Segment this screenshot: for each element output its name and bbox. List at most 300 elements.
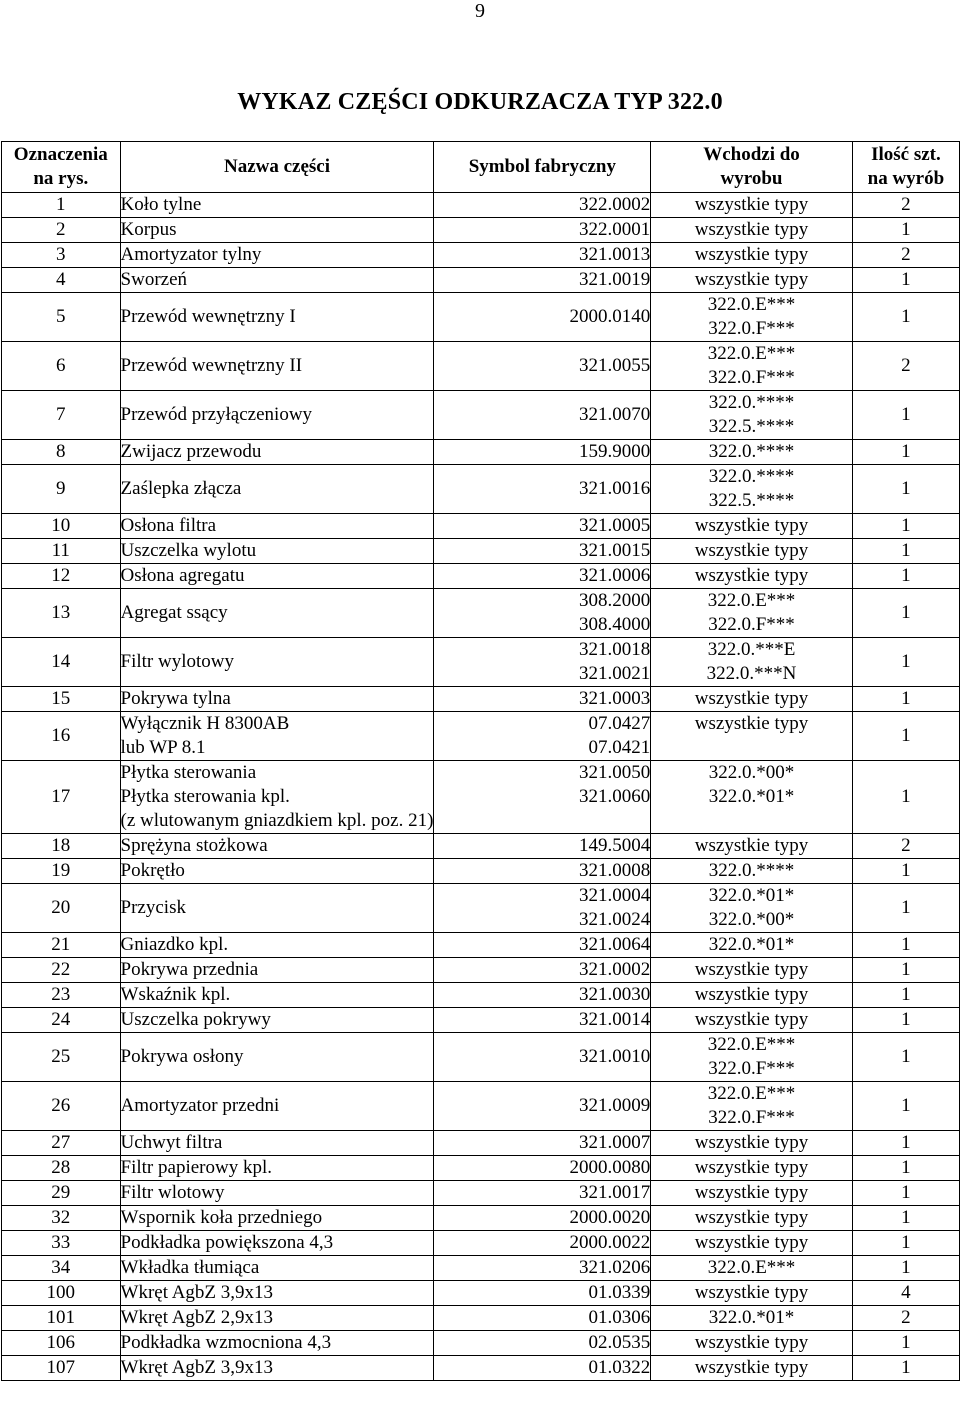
- cell-product-types-line: wszystkie typy: [694, 1357, 809, 1378]
- cell-part-name-line: Filtr wlotowy: [120, 1182, 225, 1203]
- cell-factory-symbol: [434, 761, 651, 834]
- cell-factory-symbol-line: 321.0055: [578, 355, 651, 376]
- cell-part-name: [120, 218, 434, 243]
- cell-part-name-line: Korpus: [120, 219, 177, 240]
- cell-factory-symbol: [434, 712, 651, 761]
- cell-factory-symbol: [434, 638, 651, 687]
- cell-product-types-line: wszystkie typy: [694, 1282, 809, 1303]
- cell-part-name: [120, 268, 434, 293]
- cell-product-types: [651, 465, 853, 514]
- cell-factory-symbol-line: 308.4000: [578, 614, 651, 635]
- cell-part-name: [120, 687, 434, 712]
- cell-product-types-line: wszystkie typy: [694, 1157, 809, 1178]
- cell-factory-symbol-line: 07.0427: [588, 713, 651, 734]
- table-row: [2, 859, 960, 884]
- cell-drawing-ref: 106: [2, 1331, 121, 1356]
- cell-product-types: [651, 933, 853, 958]
- cell-part-name-line: Pokrywa przednia: [120, 959, 259, 980]
- cell-product-types-line: wszystkie typy: [694, 515, 809, 536]
- cell-quantity: 2: [852, 193, 959, 218]
- cell-factory-symbol-line: 321.0070: [578, 404, 651, 425]
- cell-product-types-line: wszystkie typy: [694, 194, 809, 215]
- cell-factory-symbol: [434, 440, 651, 465]
- cell-factory-symbol-line: 322.0001: [578, 219, 651, 240]
- cell-product-types-line: 322.0.F***: [708, 367, 795, 388]
- header-line: Ilość szt.: [871, 144, 941, 165]
- cell-factory-symbol-line: [434, 809, 650, 833]
- cell-drawing-ref: 19: [2, 859, 121, 884]
- cell-product-types-line: 322.0.F***: [708, 1107, 795, 1128]
- cell-drawing-ref: 101: [2, 1306, 121, 1331]
- cell-part-name-line: Koło tylne: [120, 194, 202, 215]
- cell-factory-symbol-line: 321.0002: [578, 959, 651, 980]
- cell-part-name: [120, 1206, 434, 1231]
- cell-factory-symbol: [434, 1181, 651, 1206]
- cell-part-name: [120, 983, 434, 1008]
- cell-drawing-ref: 12: [2, 564, 121, 589]
- cell-factory-symbol-line: 321.0004: [578, 885, 651, 906]
- cell-drawing-ref: 15: [2, 687, 121, 712]
- cell-factory-symbol-line: 159.9000: [578, 441, 651, 462]
- cell-factory-symbol-line: 321.0024: [578, 909, 651, 930]
- cell-quantity: 1: [852, 589, 959, 638]
- cell-product-types-line: wszystkie typy: [694, 1332, 809, 1353]
- cell-product-types: [651, 1356, 853, 1381]
- cell-part-name: [120, 834, 434, 859]
- cell-factory-symbol-line: 321.0064: [578, 934, 651, 955]
- cell-product-types-line: 322.0.***E: [707, 639, 796, 660]
- cell-product-types: [651, 243, 853, 268]
- cell-drawing-ref: 20: [2, 884, 121, 933]
- cell-quantity: 1: [852, 1082, 959, 1131]
- cell-part-name-line: Przewód przyłączeniowy: [120, 404, 313, 425]
- cell-part-name-line: Sworzeń: [120, 269, 188, 290]
- cell-quantity: 2: [852, 342, 959, 391]
- table-row: [2, 1331, 960, 1356]
- cell-quantity: 2: [852, 1306, 959, 1331]
- cell-factory-symbol: [434, 1281, 651, 1306]
- cell-factory-symbol-line: 321.0206: [578, 1257, 651, 1278]
- cell-quantity: 1: [852, 687, 959, 712]
- cell-factory-symbol: [434, 1131, 651, 1156]
- cell-quantity: 1: [852, 391, 959, 440]
- cell-factory-symbol: [434, 1306, 651, 1331]
- table-row: [2, 268, 960, 293]
- cell-factory-symbol-line: 2000.0140: [569, 306, 651, 327]
- parts-table-body: [2, 193, 960, 1381]
- table-row: [2, 1131, 960, 1156]
- table-header-row: [2, 142, 960, 193]
- cell-part-name: [120, 1131, 434, 1156]
- cell-product-types: [651, 1331, 853, 1356]
- cell-factory-symbol: [434, 342, 651, 391]
- cell-part-name-line: Wskaźnik kpl.: [120, 984, 231, 1005]
- cell-factory-symbol-line: 321.0019: [578, 269, 651, 290]
- cell-drawing-ref: 27: [2, 1131, 121, 1156]
- cell-factory-symbol-line: 02.0535: [588, 1332, 651, 1353]
- cell-product-types: [651, 1256, 853, 1281]
- table-row: [2, 834, 960, 859]
- header-quantity: [852, 142, 959, 193]
- cell-drawing-ref: 9: [2, 465, 121, 514]
- cell-product-types-line: 322.0.E***: [707, 590, 796, 611]
- cell-product-types-line: [651, 736, 852, 760]
- cell-factory-symbol: [434, 1008, 651, 1033]
- cell-product-types-line: 322.5.****: [708, 490, 795, 511]
- cell-part-name: [120, 1356, 434, 1381]
- cell-part-name: [120, 465, 434, 514]
- cell-product-types: [651, 983, 853, 1008]
- cell-product-types: [651, 589, 853, 638]
- cell-factory-symbol-line: 321.0017: [578, 1182, 651, 1203]
- cell-factory-symbol: [434, 884, 651, 933]
- cell-quantity: 1: [852, 1206, 959, 1231]
- cell-quantity: 2: [852, 834, 959, 859]
- cell-product-types-line: 322.0.E***: [707, 1257, 796, 1278]
- table-row: [2, 1008, 960, 1033]
- cell-quantity: 1: [852, 1181, 959, 1206]
- header-line: na wyrób: [867, 168, 945, 189]
- cell-product-types: [651, 1008, 853, 1033]
- cell-factory-symbol: [434, 589, 651, 638]
- cell-quantity: 1: [852, 712, 959, 761]
- cell-product-types: [651, 268, 853, 293]
- table-row: [2, 1082, 960, 1131]
- cell-quantity: 1: [852, 859, 959, 884]
- cell-quantity: 1: [852, 514, 959, 539]
- header-drawing-ref: [2, 142, 121, 193]
- cell-part-name-line: Gniazdko kpl.: [120, 934, 229, 955]
- cell-part-name-line: Osłona filtra: [120, 515, 217, 536]
- cell-part-name-line: (z wlutowanym gniazdkiem kpl. poz. 21): [120, 810, 434, 831]
- cell-product-types-line: wszystkie typy: [694, 540, 809, 561]
- cell-product-types: [651, 1131, 853, 1156]
- parts-list-table: [1, 141, 960, 1381]
- cell-factory-symbol: [434, 1331, 651, 1356]
- cell-product-types-line: 322.0.E***: [707, 1083, 796, 1104]
- table-row: [2, 1206, 960, 1231]
- cell-product-types-line: 322.0.*00*: [708, 909, 795, 930]
- cell-factory-symbol: [434, 1256, 651, 1281]
- cell-part-name: [120, 243, 434, 268]
- cell-quantity: 1: [852, 983, 959, 1008]
- cell-product-types-line: 322.0.E***: [707, 343, 796, 364]
- cell-quantity: 1: [852, 1156, 959, 1181]
- header-line: Oznaczenia: [13, 144, 108, 165]
- cell-product-types-line: 322.5.****: [708, 416, 795, 437]
- cell-part-name-line: Agregat ssący: [120, 602, 228, 623]
- cell-part-name: [120, 712, 434, 761]
- cell-quantity: 4: [852, 1281, 959, 1306]
- table-row: [2, 440, 960, 465]
- cell-factory-symbol: [434, 514, 651, 539]
- cell-quantity: 1: [852, 1231, 959, 1256]
- cell-part-name: [120, 1181, 434, 1206]
- cell-product-types-line: 322.0.*01*: [708, 934, 795, 955]
- cell-drawing-ref: 21: [2, 933, 121, 958]
- cell-product-types-line: 322.0.*01*: [708, 786, 795, 807]
- cell-part-name-line: Przewód wewnętrzny I: [120, 306, 296, 327]
- cell-factory-symbol: [434, 859, 651, 884]
- cell-drawing-ref: 11: [2, 539, 121, 564]
- cell-product-types-line: 322.0.****: [708, 466, 795, 487]
- cell-part-name-line: Wkręt AgbZ 3,9x13: [120, 1282, 274, 1303]
- cell-part-name-line: Amortyzator przedni: [120, 1095, 280, 1116]
- header-line: na rys.: [33, 168, 89, 189]
- table-row: [2, 1356, 960, 1381]
- cell-product-types-line: wszystkie typy: [694, 1182, 809, 1203]
- table-row: [2, 589, 960, 638]
- cell-quantity: 1: [852, 1131, 959, 1156]
- cell-factory-symbol-line: 07.0421: [588, 737, 651, 758]
- cell-product-types-line: 322.0.***N: [706, 663, 797, 684]
- cell-quantity: 1: [852, 440, 959, 465]
- cell-factory-symbol-line: 321.0016: [578, 478, 651, 499]
- table-row: [2, 1181, 960, 1206]
- cell-factory-symbol: [434, 243, 651, 268]
- cell-factory-symbol: [434, 983, 651, 1008]
- cell-drawing-ref: 16: [2, 712, 121, 761]
- cell-part-name: [120, 1281, 434, 1306]
- header-factory-symbol: [434, 142, 651, 193]
- cell-product-types-line: wszystkie typy: [694, 1207, 809, 1228]
- cell-product-types-line: 322.0.*01*: [708, 885, 795, 906]
- cell-drawing-ref: 7: [2, 391, 121, 440]
- cell-factory-symbol-line: 321.0030: [578, 984, 651, 1005]
- cell-quantity: 1: [852, 933, 959, 958]
- table-row: [2, 933, 960, 958]
- cell-product-types: [651, 1156, 853, 1181]
- cell-product-types-line: wszystkie typy: [694, 1132, 809, 1153]
- cell-product-types-line: wszystkie typy: [694, 984, 809, 1005]
- cell-product-types-line: wszystkie typy: [694, 1232, 809, 1253]
- cell-part-name-line: Uszczelka pokrywy: [120, 1009, 271, 1030]
- cell-factory-symbol: [434, 958, 651, 983]
- cell-part-name: [120, 1033, 434, 1082]
- cell-quantity: 1: [852, 218, 959, 243]
- table-row: [2, 564, 960, 589]
- cell-product-types-line: 322.0.E***: [707, 294, 796, 315]
- table-row: [2, 958, 960, 983]
- cell-factory-symbol: [434, 1082, 651, 1131]
- cell-drawing-ref: 18: [2, 834, 121, 859]
- cell-quantity: 1: [852, 884, 959, 933]
- cell-quantity: 1: [852, 268, 959, 293]
- cell-product-types: [651, 391, 853, 440]
- cell-part-name-line: Płytka sterowania kpl.: [120, 786, 290, 807]
- cell-part-name-line: Osłona agregatu: [120, 565, 245, 586]
- cell-factory-symbol-line: 321.0008: [578, 860, 651, 881]
- cell-drawing-ref: 28: [2, 1156, 121, 1181]
- cell-drawing-ref: 1: [2, 193, 121, 218]
- cell-product-types: [651, 539, 853, 564]
- cell-part-name: [120, 1256, 434, 1281]
- cell-part-name: [120, 391, 434, 440]
- cell-product-types-line: wszystkie typy: [694, 835, 809, 856]
- cell-quantity: 1: [852, 564, 959, 589]
- cell-factory-symbol: [434, 1033, 651, 1082]
- cell-product-types: [651, 1281, 853, 1306]
- cell-product-types-line: wszystkie typy: [694, 219, 809, 240]
- cell-product-types: [651, 687, 853, 712]
- cell-part-name-line: Płytka sterowania: [120, 762, 257, 783]
- cell-drawing-ref: 3: [2, 243, 121, 268]
- cell-quantity: 1: [852, 1331, 959, 1356]
- cell-factory-symbol-line: 322.0002: [578, 194, 651, 215]
- cell-drawing-ref: 5: [2, 293, 121, 342]
- table-row: [2, 1033, 960, 1082]
- cell-factory-symbol-line: 2000.0020: [569, 1207, 651, 1228]
- cell-factory-symbol-line: 01.0306: [588, 1307, 651, 1328]
- cell-quantity: 1: [852, 761, 959, 834]
- cell-product-types: [651, 859, 853, 884]
- cell-product-types: [651, 1306, 853, 1331]
- cell-product-types-line: 322.0.F***: [708, 1058, 795, 1079]
- cell-factory-symbol: [434, 1231, 651, 1256]
- cell-product-types-line: wszystkie typy: [694, 713, 809, 734]
- cell-factory-symbol-line: 321.0013: [578, 244, 651, 265]
- cell-drawing-ref: 2: [2, 218, 121, 243]
- table-row: [2, 465, 960, 514]
- cell-drawing-ref: 23: [2, 983, 121, 1008]
- cell-factory-symbol-line: 321.0050: [578, 762, 651, 783]
- cell-product-types: [651, 1181, 853, 1206]
- cell-part-name: [120, 933, 434, 958]
- cell-factory-symbol-line: 321.0021: [578, 663, 651, 684]
- cell-product-types: [651, 293, 853, 342]
- cell-part-name-line: Filtr wylotowy: [120, 651, 235, 672]
- cell-quantity: 1: [852, 1356, 959, 1381]
- table-row: [2, 1306, 960, 1331]
- cell-quantity: 1: [852, 293, 959, 342]
- cell-drawing-ref: 34: [2, 1256, 121, 1281]
- cell-part-name: [120, 193, 434, 218]
- header-line: Symbol fabryczny: [468, 156, 616, 177]
- cell-product-types-line: [651, 809, 852, 833]
- cell-product-types: [651, 712, 853, 761]
- cell-product-types: [651, 1206, 853, 1231]
- table-row: [2, 1281, 960, 1306]
- cell-part-name-line: Pokrywa tylna: [120, 688, 231, 709]
- cell-quantity: 1: [852, 1033, 959, 1082]
- cell-quantity: 1: [852, 465, 959, 514]
- cell-factory-symbol-line: 321.0009: [578, 1095, 651, 1116]
- cell-product-types: [651, 761, 853, 834]
- cell-part-name: [120, 958, 434, 983]
- cell-factory-symbol-line: 2000.0080: [569, 1157, 651, 1178]
- table-row: [2, 193, 960, 218]
- cell-part-name-line: Filtr papierowy kpl.: [120, 1157, 272, 1178]
- cell-product-types-line: wszystkie typy: [694, 959, 809, 980]
- cell-product-types: [651, 193, 853, 218]
- cell-part-name: [120, 564, 434, 589]
- cell-drawing-ref: 6: [2, 342, 121, 391]
- cell-factory-symbol-line: 321.0018: [578, 639, 651, 660]
- cell-product-types: [651, 1033, 853, 1082]
- cell-part-name-line: lub WP 8.1: [120, 737, 206, 758]
- cell-product-types: [651, 1231, 853, 1256]
- cell-part-name-line: Pokrywa osłony: [120, 1046, 244, 1067]
- table-row: [2, 712, 960, 761]
- cell-factory-symbol: [434, 1206, 651, 1231]
- cell-part-name: [120, 638, 434, 687]
- cell-product-types-line: 322.0.*00*: [708, 762, 795, 783]
- cell-drawing-ref: 14: [2, 638, 121, 687]
- cell-part-name: [120, 589, 434, 638]
- table-row: [2, 342, 960, 391]
- cell-factory-symbol: [434, 564, 651, 589]
- cell-drawing-ref: 10: [2, 514, 121, 539]
- cell-part-name: [120, 859, 434, 884]
- cell-factory-symbol-line: 321.0014: [578, 1009, 651, 1030]
- header-line: Nazwa części: [223, 156, 330, 177]
- cell-part-name-line: Uszczelka wylotu: [120, 540, 257, 561]
- cell-product-types: [651, 638, 853, 687]
- cell-product-types-line: 322.0.****: [708, 441, 795, 462]
- cell-part-name-line: Sprężyna stożkowa: [120, 835, 268, 856]
- table-row: [2, 243, 960, 268]
- header-product-types: [651, 142, 853, 193]
- cell-factory-symbol-line: 01.0339: [588, 1282, 651, 1303]
- cell-product-types-line: 322.0.*01*: [708, 1307, 795, 1328]
- cell-part-name: [120, 1231, 434, 1256]
- table-row: [2, 983, 960, 1008]
- cell-part-name-line: Wkładka tłumiąca: [120, 1257, 260, 1278]
- cell-drawing-ref: 17: [2, 761, 121, 834]
- cell-part-name-line: Przycisk: [120, 897, 186, 918]
- cell-quantity: 1: [852, 1256, 959, 1281]
- table-row: [2, 638, 960, 687]
- cell-part-name: [120, 761, 434, 834]
- cell-factory-symbol: [434, 391, 651, 440]
- cell-product-types-line: wszystkie typy: [694, 688, 809, 709]
- cell-product-types: [651, 884, 853, 933]
- cell-part-name-line: Uchwyt filtra: [120, 1132, 223, 1153]
- cell-part-name-line: Amortyzator tylny: [120, 244, 262, 265]
- cell-part-name: [120, 1156, 434, 1181]
- cell-factory-symbol: [434, 218, 651, 243]
- cell-quantity: 1: [852, 958, 959, 983]
- cell-quantity: 2: [852, 243, 959, 268]
- cell-part-name-line: Wkręt AgbZ 2,9x13: [120, 1307, 274, 1328]
- cell-drawing-ref: 4: [2, 268, 121, 293]
- cell-factory-symbol-line: 321.0015: [578, 540, 651, 561]
- cell-factory-symbol-line: 2000.0022: [569, 1232, 651, 1253]
- cell-drawing-ref: 13: [2, 589, 121, 638]
- header-line: Wchodzi do: [703, 144, 800, 165]
- cell-factory-symbol-line: 01.0322: [588, 1357, 651, 1378]
- cell-product-types: [651, 1082, 853, 1131]
- table-row: [2, 391, 960, 440]
- cell-part-name-line: Przewód wewnętrzny II: [120, 355, 303, 376]
- cell-drawing-ref: 107: [2, 1356, 121, 1381]
- table-row: [2, 687, 960, 712]
- table-row: [2, 218, 960, 243]
- cell-drawing-ref: 29: [2, 1181, 121, 1206]
- cell-factory-symbol: [434, 193, 651, 218]
- cell-product-types-line: 322.0.****: [708, 860, 795, 881]
- cell-factory-symbol: [434, 465, 651, 514]
- cell-product-types-line: wszystkie typy: [694, 269, 809, 290]
- cell-part-name-line: Pokrętło: [120, 860, 185, 881]
- cell-part-name: [120, 539, 434, 564]
- cell-factory-symbol-line: 321.0005: [578, 515, 651, 536]
- cell-factory-symbol-line: 308.2000: [578, 590, 651, 611]
- cell-part-name: [120, 1331, 434, 1356]
- cell-factory-symbol-line: 321.0060: [578, 786, 651, 807]
- cell-factory-symbol-line: 321.0007: [578, 1132, 651, 1153]
- cell-quantity: 1: [852, 1008, 959, 1033]
